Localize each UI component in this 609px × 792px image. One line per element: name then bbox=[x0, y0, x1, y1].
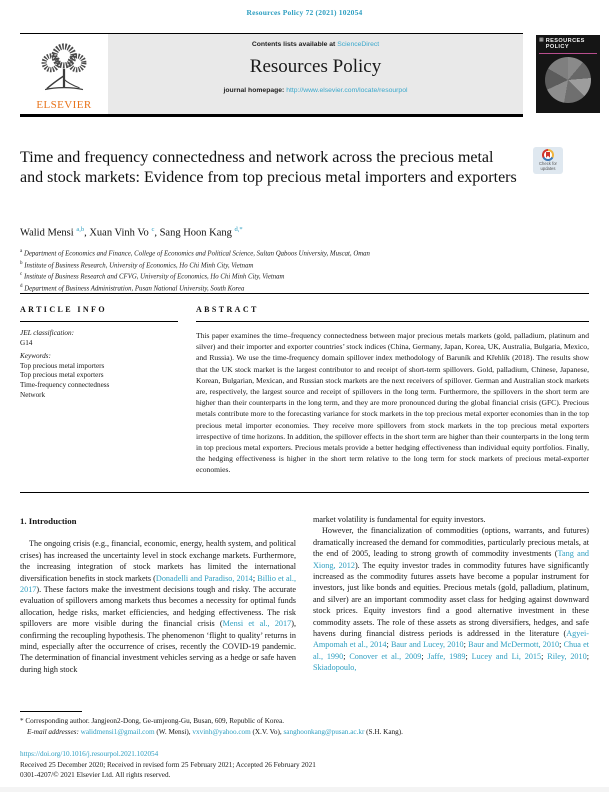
elsevier-logo[interactable] bbox=[20, 34, 108, 114]
article-info-heading: ARTICLE INFO bbox=[20, 294, 178, 322]
affiliation-text: Institute of Business Research and CFVG, University of Economics, Ho Chi Minh City, Vietnam bbox=[23, 273, 285, 281]
email-link[interactable]: sanghoonkang@pusan.ac.kr bbox=[283, 728, 365, 736]
citation-link[interactable]: Riley, 2010 bbox=[547, 651, 587, 661]
corresponding-author-note: * Corresponding author. Jangjeon2-Dong, Ge-umjeong-Gu, Busan, 609, Republic of Korea. bbox=[20, 717, 285, 725]
text-segment: ; bbox=[465, 651, 472, 661]
copyright-line: 0301-4207/© 2021 Elsevier Ltd. All rights reserved. bbox=[20, 771, 171, 779]
authors-line bbox=[20, 226, 243, 239]
affiliation-row bbox=[20, 247, 370, 259]
body-paragraph-right-2 bbox=[313, 525, 589, 673]
citation-link[interactable]: Billio et al., 2017 bbox=[20, 573, 296, 595]
email-link[interactable]: walidmensi1@gmail.com bbox=[80, 728, 155, 736]
citation-link[interactable]: Jaffe, 1989 bbox=[427, 651, 466, 661]
check-updates-icon bbox=[542, 149, 554, 161]
text-segment: ; bbox=[541, 651, 548, 661]
jel-value: G14 bbox=[20, 338, 33, 347]
email-addresses-line bbox=[20, 727, 589, 738]
citation-link[interactable]: Tang and Xiong, 2012 bbox=[313, 549, 590, 570]
abstract-bottom-rule bbox=[20, 492, 589, 493]
citation-link[interactable]: Mensi et al., 2017 bbox=[222, 619, 292, 629]
author-affiliation-sup[interactable]: a,b bbox=[76, 226, 85, 233]
info-abstract-section bbox=[20, 293, 589, 476]
homepage-link[interactable]: http://www.elsevier.com/locate/resourpol bbox=[286, 87, 408, 94]
affiliation-text: Department of Economics and Finance, College of Economics and Political Science, Sultan Qaboos University, Muscat, Oman bbox=[23, 250, 370, 258]
jel-label: JEL classification: bbox=[20, 329, 74, 337]
intro-paragraph-left bbox=[20, 538, 296, 675]
citation-link[interactable]: Chua et al., 1990 bbox=[313, 640, 589, 661]
citation-link[interactable]: Baur and Lucey, 2010 bbox=[390, 640, 464, 650]
text-segment: ). The equity investor trades in commodity futures have significantly increased as the commodity futures assets have become a popular instrument for investors, just like bonds and equities. Precious metals (gold, palladium, platinum, and silver) are an important commodity asset class for hedging against downward stock prices. Equity investors find a good alternative investment in these commodity assets. The role of these assets as strong diversifiers, hedges, and safe havens during financial distress periods is addressed in the literature ( bbox=[313, 560, 590, 639]
affiliation-text: Department of Business Administration, Pusan National University, South Korea bbox=[24, 285, 245, 293]
text-segment: ; bbox=[421, 651, 428, 661]
right-column bbox=[313, 514, 589, 675]
homepage-line bbox=[108, 87, 523, 94]
text-segment: ; bbox=[586, 651, 589, 661]
text-segment: ), confirming the recoupling hypothesis. The phenomenon ‘flight to quality’ returns in mind, especially after the occurrence of crises, recently the COVID-19 pandemic. The determination of financial investment vehicles serving as a hedge or safe haven during high stock bbox=[20, 619, 296, 674]
citation-link[interactable]: Agyei-Ampomah et al., 2014 bbox=[313, 629, 589, 650]
elsevier-tree-icon bbox=[38, 43, 90, 98]
bottom-block bbox=[20, 749, 589, 781]
text-segment: However, the financialization of commodities (options, warrants, and futures) dramatically increased the demand for commodities, particularly precious metals, at the end of 2005, leading to strong growth of commodity investments ( bbox=[313, 526, 589, 559]
affiliation-sup: b bbox=[20, 260, 23, 266]
citation-link[interactable]: Conover et al., 2009 bbox=[349, 651, 422, 661]
text-segment: ; bbox=[343, 651, 350, 661]
affiliations-list bbox=[20, 247, 370, 294]
text-segment: , Xuan Vinh Vo bbox=[84, 227, 152, 239]
keyword-item: Network bbox=[20, 390, 46, 399]
citation-link[interactable]: Skiadopoulo, bbox=[313, 663, 357, 673]
author-affiliation-sup[interactable]: c bbox=[151, 226, 155, 233]
text-segment: (W. Mensi), bbox=[154, 728, 193, 736]
body-columns bbox=[20, 514, 589, 675]
section-heading-introduction: 1. Introduction bbox=[20, 516, 77, 526]
text-segment: Walid Mensi bbox=[20, 227, 77, 239]
abstract-heading: ABSTRACT bbox=[196, 294, 589, 322]
text-segment: (S.H. Kang). bbox=[364, 728, 403, 736]
cover-title: RESOURCES POLICY bbox=[545, 38, 585, 51]
left-column bbox=[20, 514, 296, 675]
doi-link[interactable]: https://doi.org/10.1016/j.resourpol.2021.102054 bbox=[20, 750, 159, 758]
affiliation-row bbox=[20, 270, 370, 282]
abstract-text: This paper examines the time–frequency connectedness between major precious metals markets (gold, palladium, platinum and silver) and their importer and exporter countries’ stock indices (China, Germany, Japan, Korea, UK, Australia, Bulgaria, Mexico, and Russia). We use the time-frequency domain spillover index methodology of Baruník and Křehlík (2018). The results show that the UK stock market is the largest contributor to and receipt of short-term spillovers. Gold, palladium, Chinese, Japanese, Korean, Bulgarian, Mexican, and Russian stock markets are the next receivers of spillover. German and Australian stock markets are, respectively, the largest source and receipt of spillovers in the long term. Furthermore, the spillovers in the short term are higher than their counterparts in the long term, and they are more pronounced during the global financial crisis (GFC). Precious metals contribute more to the forecasting variance for stock markets in the top precious metal exporter economies than in the top precious metal importer economies. They receive more spillovers from stock markets in the top precious metal exporters irrespective of time horizons. In addition, the spillover effects in the short term are higher than their counterparts in the long term in top precious metal exporters. Precious metals provide a better hedging effectiveness than individual equity portfolios. Finally, the hedging effectiveness is higher in the short term relative to the long term for stock markets of precious metal-exporter economies. bbox=[196, 331, 589, 475]
text-segment: ). These factors make the investment decisions tough and risky. The accurate evaluation of spillovers among markets thus becomes a necessity for optimal funds allocation, hedge risks, market efficiencies, and hedging effectiveness. The risk spillovers are more visible during the financial crisis ( bbox=[20, 585, 296, 629]
text-segment: ; bbox=[463, 640, 469, 650]
header-journal-box bbox=[108, 34, 523, 114]
text-segment: ; bbox=[559, 640, 564, 650]
elsevier-wordmark: ELSEVIER bbox=[36, 99, 92, 111]
citation-link[interactable]: Lucey and Li, 2015 bbox=[471, 651, 542, 661]
citation-link[interactable]: Baur and McDermott, 2010 bbox=[468, 640, 560, 650]
affiliation-row bbox=[20, 282, 370, 294]
journal-title: Resources Policy bbox=[249, 56, 382, 77]
header-band bbox=[20, 33, 523, 117]
abstract-column bbox=[196, 294, 589, 476]
keyword-item: Top precious metal exporters bbox=[20, 371, 104, 380]
text-segment: E-mail addresses: bbox=[27, 728, 81, 736]
journal-ref: Resources Policy 72 (2021) 102054 bbox=[246, 8, 363, 17]
affiliation-sup: c bbox=[20, 272, 23, 278]
affiliation-sup: d bbox=[20, 284, 23, 290]
affiliation-sup: a bbox=[20, 249, 23, 254]
footnote-divider bbox=[20, 711, 82, 712]
keyword-item: Time-frequency connectedness bbox=[20, 380, 110, 389]
text-segment: , Sang Hoon Kang bbox=[154, 227, 235, 239]
received-dates: Received 25 December 2020; Received in revised form 25 February 2021; Accepted 26 February 2021 bbox=[20, 760, 316, 769]
journal-cover-thumb[interactable] bbox=[536, 35, 600, 113]
page-edge bbox=[0, 787, 609, 792]
text-segment: ; bbox=[252, 573, 258, 583]
article-title: Time and frequency connectedness and network across the precious metal and stock markets: Evidence from top precious metal importers and exporters bbox=[20, 149, 517, 186]
cover-globe-image bbox=[545, 57, 591, 103]
check-updates-label: Check for updates bbox=[539, 161, 557, 171]
affiliation-text: Institute of Business Research, University of Economics, Ho Chi Minh City, Vietnam bbox=[24, 261, 254, 269]
sciencedirect-link[interactable]: ScienceDirect bbox=[337, 41, 380, 48]
keyword-item: Top precious metal importers bbox=[20, 361, 105, 370]
author-affiliation-sup[interactable]: d,* bbox=[234, 226, 243, 233]
text-segment: Contents lists available at bbox=[251, 41, 338, 48]
keywords-label: Keywords: bbox=[20, 352, 51, 361]
text-segment: The ongoing crisis (e.g., financial, economic, energy, health system, and political crises) has increased the uncertainty level in stock exchange markets. Furthermore, the increasing integration of stock markets has limited the international diversification benefits in stock markets ( bbox=[20, 539, 296, 583]
cover-grid-icon: ▦ bbox=[539, 38, 544, 43]
cover-accent-rule bbox=[539, 53, 597, 54]
footnote-block bbox=[20, 711, 589, 738]
citation-link[interactable]: Donadelli and Paradiso, 2014 bbox=[155, 573, 253, 583]
affiliation-row bbox=[20, 259, 370, 271]
contents-line bbox=[108, 41, 523, 48]
article-info-column bbox=[20, 294, 178, 476]
check-updates-badge[interactable] bbox=[533, 147, 563, 174]
body-paragraph-right-1: market volatility is fundamental for equity investors. bbox=[313, 515, 486, 524]
text-segment: (X.V. Vo), bbox=[250, 728, 284, 736]
email-link[interactable]: vxvinh@yahoo.com bbox=[192, 728, 251, 736]
text-segment: journal homepage: bbox=[223, 87, 287, 94]
text-segment: ; bbox=[386, 640, 391, 650]
